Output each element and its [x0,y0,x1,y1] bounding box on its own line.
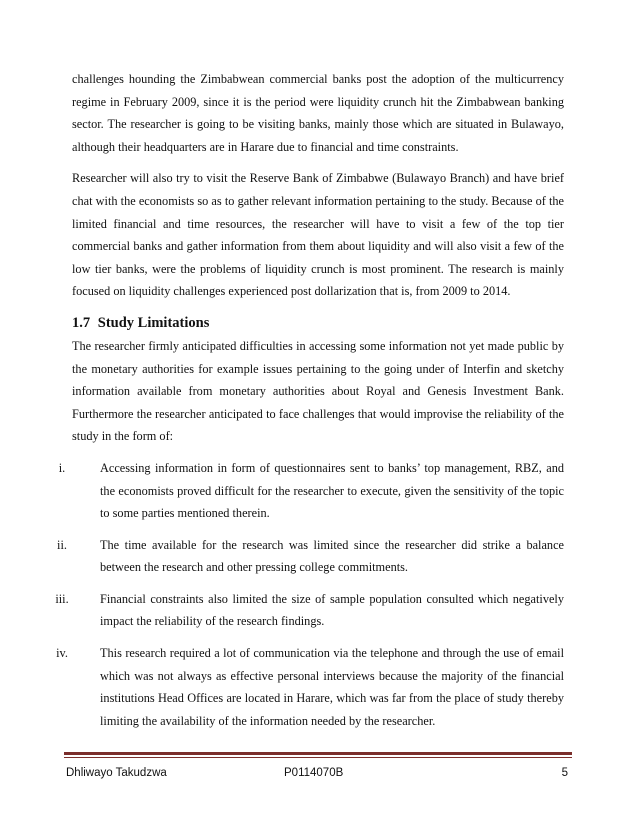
list-item [57,534,564,579]
list-item [58,457,564,525]
page-body [55,68,564,741]
page-number: 5 [561,767,568,779]
footer-content [64,757,572,788]
footer-student-id: P0114070B [284,767,344,779]
list-item-text: Accessing information in form of questionnaires sent to banks’ top management, RBZ, and the economists proved difficult for the researcher to execute, given the sensitivity of the topic to some parties mentioned therein. [100,460,564,521]
list-marker: i. [58,460,66,475]
list-marker: iii. [55,591,69,606]
section-title: Study Limitations [97,314,210,331]
list-item-text: Financial constraints also limited the size of sample population consulted which negatively impact the reliability of the research findings. [100,591,564,629]
paragraph-research-scope: Researcher will also try to visit the Reserve Bank of Zimbabwe (Bulawayo Branch) and have brief chat with the economists so as to gather relevant information pertaining to the study. Because of the limited financial and time resources, the researcher will have to visit a few of the top tier commercial banks and gather information from them about liquidity and will also visit a few of the low tier banks, were the problems of liquidity crunch is most prominent. The research is mainly focused on liquidity challenges experienced post dollarization that is, from 2009 to 2014. [72,171,564,299]
section-number: 1.7 [72,314,91,331]
page-footer [64,752,572,793]
list-marker: ii. [57,537,67,552]
list-item [56,642,564,732]
section-intro: The researcher firmly anticipated difficulties in accessing some information not yet made public by the monetary authorities for example issues pertaining to the going under of Interfin and sketchy information available from monetary authorities about Royal and Genesis Investment Bank. Furthermore the researcher anticipated to face challenges that would improvise the reliability of the study in the form of: [72,338,564,444]
section-heading [72,313,564,333]
list-item-text: The time available for the research was limited since the researcher did strike a balance between the research and other pressing college commitments. [100,537,564,575]
list-marker: iv. [56,646,68,661]
footer-author: Dhliwayo Takudzwa [66,767,167,779]
list-item-text: This research required a lot of communication via the telephone and through the use of email which was not always as effective personal interviews because the majority of the financial institutions Head Offices are located in Harare, which was far from the place of study thereby limiting the availability of the information needed by the researcher. [100,646,564,728]
list-item [55,588,564,633]
paragraph-continuation: challenges hounding the Zimbabwean commercial banks post the adoption of the multicurrency regime in February 2009, since it is the period were liquidity crunch hit the Zimbabwean banking sector. The researcher is going to be visiting banks, mainly those which are situated in Bulawayo, although their headquarters are in Harare due to financial and time constraints. [72,72,564,154]
limitations-list [55,457,564,733]
